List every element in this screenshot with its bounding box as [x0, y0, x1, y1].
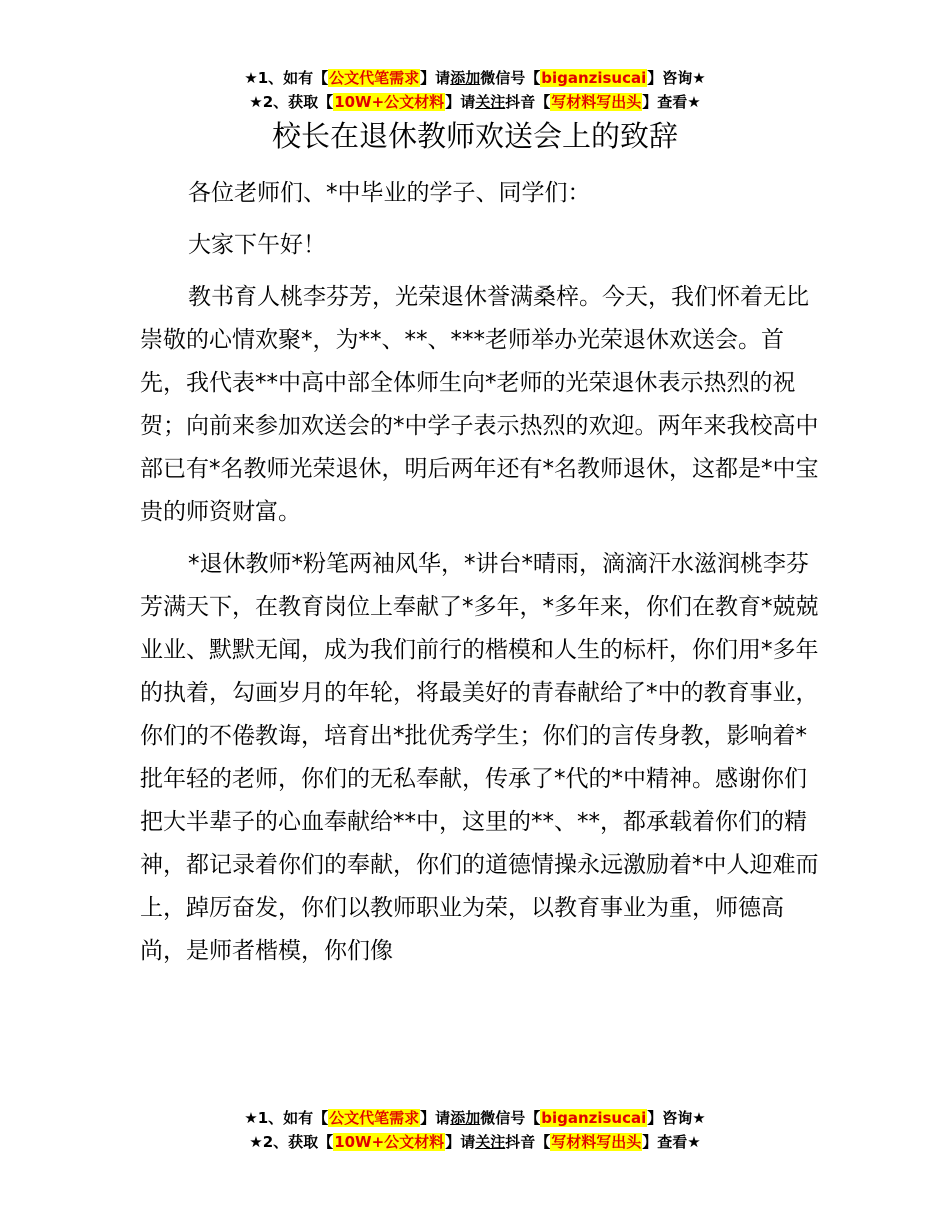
banner-text: 抖音【 — [505, 93, 551, 111]
header-banner — [0, 66, 950, 114]
banner-text: ★1、如有【 — [244, 1109, 329, 1127]
banner-text: ★2、获取【 — [249, 93, 334, 111]
document-title: 校长在退休教师欢送会上的致辞 — [271, 119, 678, 153]
banner-underlined: 关注 — [475, 93, 506, 111]
banner-line-2 — [0, 1130, 950, 1154]
banner-highlight: 公文代笔需求 — [329, 69, 420, 87]
banner-underlined: 添加 — [450, 1109, 481, 1127]
paragraph: *退休教师*粉笔两袖风华，*讲台*晴雨，滴滴汗水滋润桃李芬芳满天下，在教育岗位上奉献了*多年，*多年来，你们在教育*兢兢业业、默默无闻，成为我们前行的楷模和人生的标杆，你们用*多年的执着，勾画岁月的年轮，将最美好的青春献给了*中的教育事业，你们的不倦教诲，培育出*批优秀学生；你们的言传身教，影响着*批年轻的老师，你们的无私奉献，传承了*代的*中精神。感谢你们把大半辈子的心血奉献给**中，这里的**、**，都承载着你们的精神，都记录着你们的奉献，你们的道德情操永远激励着*中人迎难而上，踔厉奋发，你们以教师职业为荣，以教育事业为重，师德高尚，是师者楷模，你们像 — [140, 551, 819, 964]
banner-line-1 — [0, 66, 950, 90]
banner-highlight: biganzisucai — [541, 1109, 647, 1127]
banner-highlight: 10W+公文材料 — [334, 1133, 445, 1151]
banner-highlight: biganzisucai — [541, 69, 647, 87]
banner-text: 】请 — [420, 1109, 451, 1127]
banner-text: 】请 — [445, 93, 476, 111]
banner-text: ★1、如有【 — [244, 69, 329, 87]
banner-text: 微信号【 — [480, 69, 541, 87]
banner-text: 】咨询★ — [647, 1109, 706, 1127]
banner-line-1 — [0, 1106, 950, 1130]
banner-highlight: 公文代笔需求 — [329, 1109, 420, 1127]
banner-line-2 — [0, 90, 950, 114]
banner-text: 微信号【 — [480, 1109, 541, 1127]
banner-highlight: 写材料写出头 — [551, 1133, 642, 1151]
banner-text: 】请 — [420, 69, 451, 87]
footer-banner — [0, 1106, 950, 1154]
paragraph: 教书育人桃李芬芳，光荣退休誉满桑梓。今天，我们怀着无比崇敬的心情欢聚*，为**、**、***老师举办光荣退休欢送会。首先，我代表**中高中部全体师生向*老师的光荣退休表示热烈的祝贺；向前来参加欢送会的*中学子表示热烈的欢迎。两年来我校高中部已有*名教师光荣退休，明后两年还有*名教师退休，这都是*中宝贵的师资财富。 — [140, 284, 819, 525]
banner-highlight: 写材料写出头 — [551, 93, 642, 111]
banner-text: ★2、获取【 — [249, 1133, 334, 1151]
salutation: 各位老师们、*中毕业的学子、同学们： — [188, 180, 591, 206]
banner-text: 】咨询★ — [647, 69, 706, 87]
greeting: 大家下午好！ — [188, 232, 326, 258]
document-body — [140, 172, 820, 982]
banner-highlight: 10W+公文材料 — [334, 93, 445, 111]
banner-underlined: 添加 — [450, 69, 481, 87]
banner-text: 】查看★ — [642, 1133, 701, 1151]
banner-text: 】查看★ — [642, 93, 701, 111]
banner-text: 抖音【 — [505, 1133, 551, 1151]
banner-underlined: 关注 — [475, 1133, 506, 1151]
banner-text: 】请 — [445, 1133, 476, 1151]
